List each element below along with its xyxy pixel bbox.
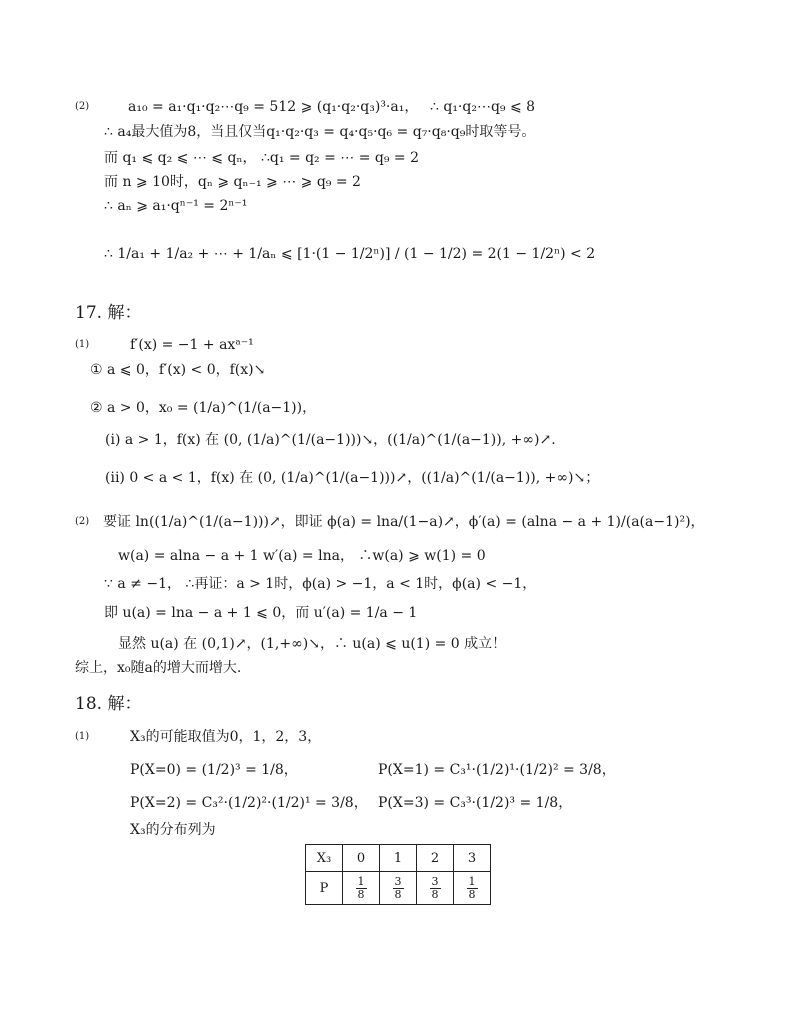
p-den: 8	[357, 887, 365, 901]
q18-p3: P(X=3) = C₃³·(1/2)³ = 1/8，	[378, 795, 573, 811]
q18-p2: P(X=2) = C₃²·(1/2)²·(1/2)¹ = 3/8，	[130, 795, 368, 811]
row-x-label: X₃	[306, 845, 343, 872]
q17-p1-line2: ① a ⩽ 0，f′(x) < 0，f(x)↘	[90, 362, 266, 378]
x-value: 0	[343, 845, 380, 872]
x-value: 1	[380, 845, 417, 872]
p-den: 8	[468, 887, 476, 901]
q16-line6: ∴ 1/a₁ + 1/a₂ + ⋯ + 1/aₙ ⩽ [1·(1 − 1/2ⁿ)] / (1 − 1/2) = 2(1 − 1/2ⁿ) < 2	[104, 246, 596, 262]
distribution-table	[305, 844, 491, 905]
q16-line5: ∴ aₙ ⩾ a₁·qⁿ⁻¹ = 2ⁿ⁻¹	[104, 198, 248, 214]
p-den: 8	[431, 887, 439, 901]
q17-conclusion: 综上，x₀随a的增大而增大.	[75, 660, 242, 676]
q18-part1-label: (1)	[75, 731, 90, 742]
q18-title: 18. 解：	[75, 694, 142, 714]
table-row	[306, 872, 491, 905]
q16-line2: ∴ a₄最大值为8，当且仅当q₁·q₂·q₃ = q₄·q₅·q₆ = q₇·q₈·q₉时取等号。	[104, 124, 536, 140]
x-value: 2	[417, 845, 454, 872]
q16-line4: 而 n ⩾ 10时，qₙ ⩾ qₙ₋₁ ⩾ ⋯ ⩾ q₉ = 2	[104, 174, 361, 190]
q17-p1-line1: f′(x) = −1 + axᵃ⁻¹	[130, 337, 254, 353]
q18-dist-label: X₃的分布列为	[130, 822, 216, 838]
q17-p1-line4: (i) a > 1，f(x) 在 (0, (1/a)^(1/(a−1)))↘，((1/a)^(1/(a−1)), +∞)↗.	[105, 432, 556, 448]
q16-line3: 而 q₁ ⩽ q₂ ⩽ ⋯ ⩽ qₙ， ∴q₁ = q₂ = ⋯ = q₉ = 2	[104, 150, 420, 166]
p-den: 8	[394, 887, 402, 901]
q17-p1-line3: ② a > 0，x₀ = (1/a)^(1/(a−1))，	[90, 400, 317, 416]
p-num: 3	[431, 874, 439, 888]
p-value	[343, 872, 380, 905]
q17-title: 17. 解：	[75, 303, 142, 323]
q16-line1b: ∴ q₁·q₂⋯q₉ ⩽ 8	[430, 99, 536, 115]
q17-p2-line2: w(a) = alna − a + 1 w′(a) = lna， ∴w(a) ⩾ w(1) = 0	[118, 548, 486, 564]
q16-part2-label: (2)	[75, 101, 90, 112]
p-num: 1	[468, 874, 476, 888]
table-row	[306, 845, 491, 872]
q18-line1: X₃的可能取值为0，1，2，3，	[130, 729, 322, 745]
q18-p1: P(X=1) = C₃¹·(1/2)¹·(1/2)² = 3/8，	[378, 762, 616, 778]
p-num: 3	[394, 874, 402, 888]
q17-part1-label: (1)	[75, 339, 90, 350]
q17-p2-line1: 要证 ln((1/a)^(1/(a−1)))↗，即证 ϕ(a) = lna/(1−a)↗，ϕ′(a) = (alna − a + 1)/(a(a−1)²)，	[103, 514, 705, 530]
q17-p2-line4: 即 u(a) = lna − a + 1 ⩽ 0，而 u′(a) = 1/a − 1	[104, 605, 418, 621]
row-p-label: P	[306, 872, 343, 905]
q16-line1a: a₁₀ = a₁·q₁·q₂⋯q₉ = 512 ⩾ (q₁·q₂·q₃)³·a₁，	[128, 99, 419, 115]
q17-p1-line5: (ii) 0 < a < 1，f(x) 在 (0, (1/a)^(1/(a−1)))↗，((1/a)^(1/(a−1)), +∞)↘；	[105, 470, 600, 486]
x-value: 3	[454, 845, 491, 872]
p-num: 1	[357, 874, 365, 888]
p-value	[454, 872, 491, 905]
p-value	[417, 872, 454, 905]
q18-p0: P(X=0) = (1/2)³ = 1/8，	[130, 762, 298, 778]
q17-part2-label: (2)	[75, 516, 90, 527]
q17-p2-line3: ∵ a ≠ −1， ∴再证：a > 1时，ϕ(a) > −1，a < 1时，ϕ(a) < −1，	[104, 576, 537, 592]
p-value	[380, 872, 417, 905]
q17-p2-line5: 显然 u(a) 在 (0,1)↗，(1,+∞)↘，∴ u(a) ⩽ u(1) = 0 成立！	[118, 636, 507, 652]
